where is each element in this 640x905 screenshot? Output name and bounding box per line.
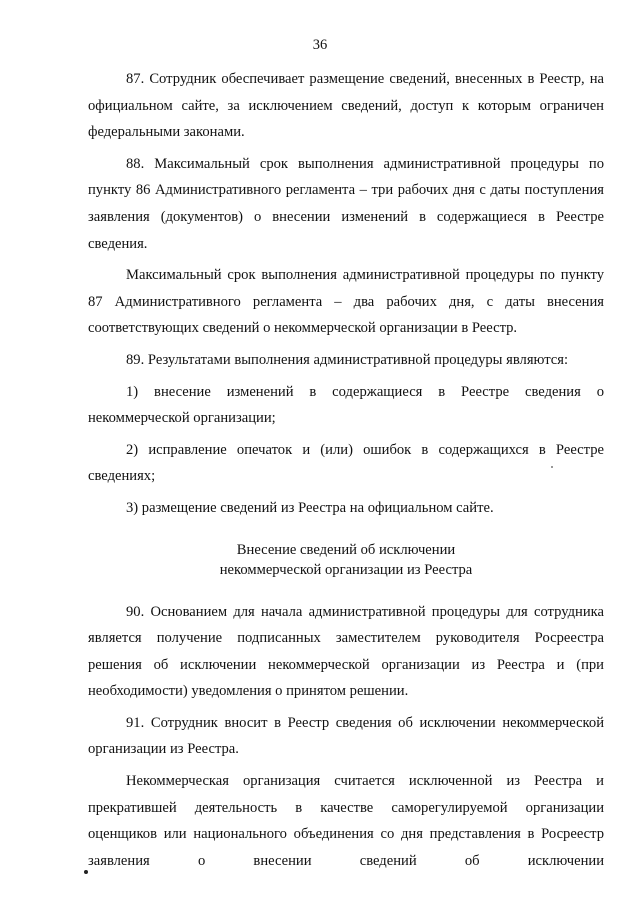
result-item-3: 3) размещение сведений из Реестра на официальном сайте.	[126, 499, 494, 516]
scan-mark	[84, 870, 88, 874]
section-heading-line-1: Внесение сведений об исключении	[236, 541, 456, 558]
paragraph-90: 90. Основанием для начала административной процедуры для сотрудника является получение подписанных заместителем руководителя Росреестра решения об исключении некоммерческой организации из Реестра и (при необходимости) уведомления о принятом решении.	[88, 603, 604, 700]
page-number: 36	[312, 37, 328, 53]
scan-mark	[551, 466, 553, 468]
section-heading	[88, 540, 604, 580]
paragraph-89: 89. Результатами выполнения административной процедуры являются:	[126, 351, 569, 368]
paragraph-88-term: Максимальный срок выполнения административной процедуры по пункту 87 Административного регламента – два рабочих дня, с даты внесения соответствующих сведений о некоммерческой организации в Реестр.	[88, 267, 604, 337]
paragraph-91-exclusion: Некоммерческая организация считается исключенной из Реестра и прекратившей деятельность в качестве саморегулируемой организации оценщиков или национального объединения со дня представления в Росреестр заявления о внесении сведений об исключении	[88, 773, 604, 869]
paragraph-87: 87. Сотрудник обеспечивает размещение сведений, внесенных в Реестр, на официальном сайте, за исключением сведений, доступ к которым ограничен федеральными законами.	[88, 71, 604, 141]
result-item-2: 2) исправление опечаток и (или) ошибок в содержащихся в Реестре сведениях;	[88, 441, 604, 485]
result-item-1: 1) внесение изменений в содержащиеся в Реестре сведения о некоммерческой организации;	[88, 383, 604, 427]
paragraph-91: 91. Сотрудник вносит в Реестр сведения об исключении некоммерческой организации из Реестра.	[88, 714, 604, 758]
paragraph-88: 88. Максимальный срок выполнения административной процедуры по пункту 86 Административного регламента – три рабочих дня с даты поступления заявления (документов) о внесении изменений в содержащиеся в Реестре сведения.	[88, 155, 604, 252]
section-heading-line-2: некоммерческой организации из Реестра	[219, 561, 473, 578]
document-body	[88, 66, 604, 879]
